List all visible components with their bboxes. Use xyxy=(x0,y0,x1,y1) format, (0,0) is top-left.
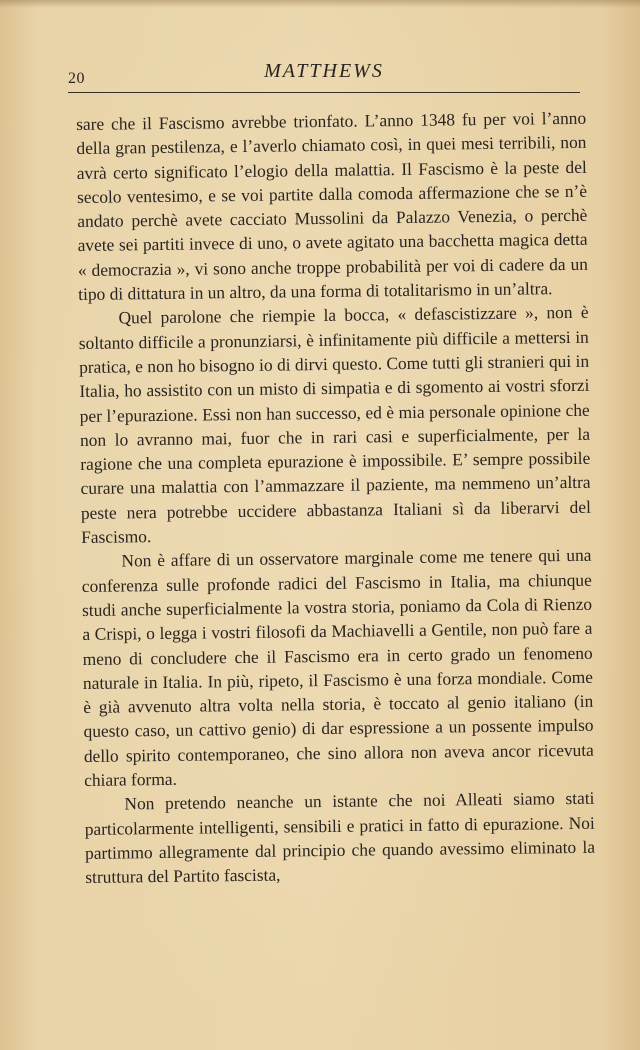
paragraph-3: Non è affare di un osservatore marginale come me tenere qui una conferenza sulle profonde radici del Fascismo in Italia, ma chiunque studi anche superficialmente la vostra storia, poniamo da Cola di Rienzo a Crispi, o legga i vostri filosofi da Machiavelli a Gentile, non può fare a meno di concludere che il Fascismo era in certo grado un fenomeno naturale in Italia. In più, ripeto, il Fascismo è una forza mondiale. Come è già avvenuto altra volta nella storia, è toccato al genio italiano (in questo caso, un cattivo genio) di dar espressione a un possente impulso dello spirito contemporaneo, che sino allora non aveva ancor ricevuta chiara forma. xyxy=(81,545,594,790)
paragraph-4: Non pretendo neanche un istante che noi Alleati siamo stati particolarmente intelligenti, sensibili e pratici in fatto di epurazione. Noi partimmo allegramente dal principio che quando avessimo eliminato la struttura del Partito fascista, xyxy=(84,788,596,888)
header-rule xyxy=(68,92,580,93)
body-text xyxy=(76,106,595,890)
paragraph-2: Quel parolone che riempie la bocca, « defascistizzare », non è soltanto difficile a pronunziarsi, è infinitamente più difficile a mettersi in pratica, e non ho bisogno io di dirvi questo. Come tutti gli stranieri qui in Italia, ho assistito con un misto di simpatia e di sgomento ai vostri sforzi per l’epurazione. Essi non han successo, ed è mia personale opinione che non lo avranno mai, fuor che in rari casi e superficialmente, per la ragione che una completa epurazione è impossibile. E’ sempre possibile curare una malattia con l’ammazzare il paziente, ma nemmeno un’altra peste nera potrebbe uccidere abbastanza Italiani sì da liberarvi del Fascismo. xyxy=(78,302,591,548)
page-top-shadow xyxy=(0,0,640,8)
page-header xyxy=(68,58,580,88)
paragraph-1: sare che il Fascismo avrebbe trionfato. L’anno 1348 fu per voi l’anno della gran pestilenza, e l’averlo chiamato così, in quei mesi terribili, non avrà certo significato l’elogio della malattia. Il Fascismo è la peste del secolo ventesimo, e se voi partite dalla comoda affermazione che se n’è andato perchè avete cacciato Mussolini da Palazzo Venezia, o perchè avete sei partiti invece di uno, o avete agitato una bacchetta magica detta « democrazia », vi sono anche troppe probabilità per voi di cadere da un tipo di dittatura in un altro, da una forma di totalitarismo in un’altra. xyxy=(76,107,589,305)
page-number: 20 xyxy=(68,70,85,87)
running-head: MATTHEWS xyxy=(264,60,384,82)
